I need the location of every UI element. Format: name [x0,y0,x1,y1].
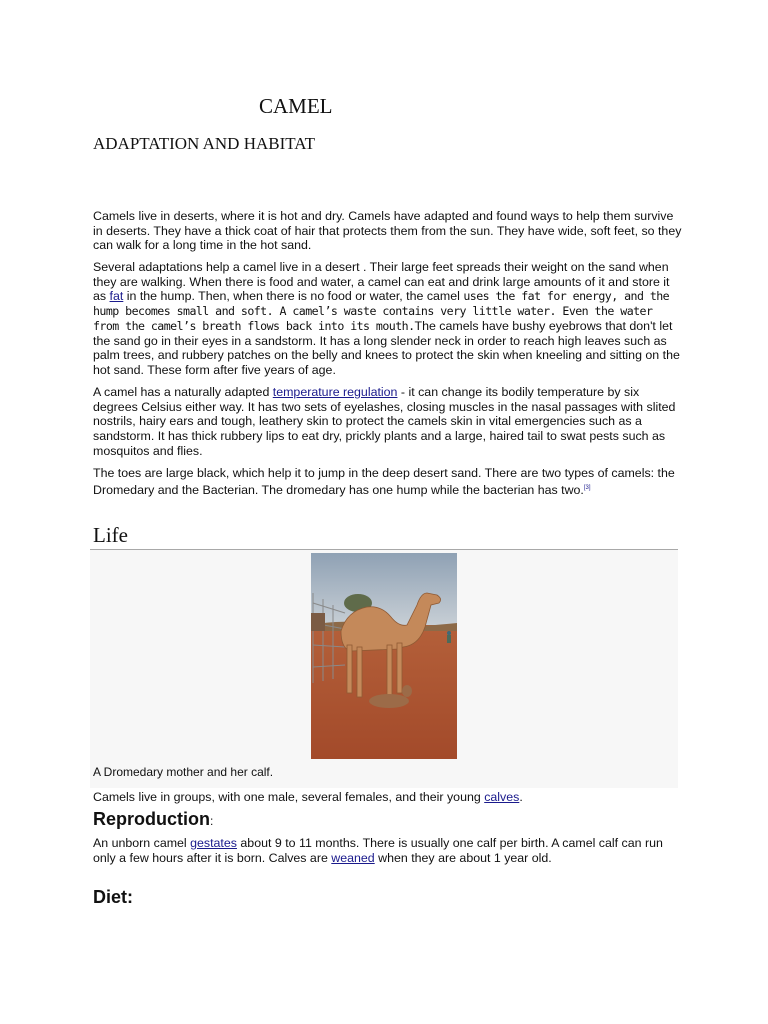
text: The camels have bushy eyebrows that don't let the sand go in their eyes in a sandstorm. It has a long slender neck in order to reach high leaves such as palm trees, and rubbery patches on the belly and knees to protect the skin when kneeling and sitting on the hot sand. These form after five years of age. [93,318,680,377]
text: in the hump. Then, when there is no food or water, the camel [123,289,464,304]
text: - it can change its bodily temperature by six degrees Celsius either way. It has two sets of eyelashes, closing muscles in the nasal passages with slited nostrils, hairy ears and tough, leathery skin to protect the camels skin in vital emergencies such as a sandstorm. It has thick rubbery lips to eat dry, prickly plants and a large, haired tail to swat pests such as mosquitos and flies. [93,385,676,458]
link-fat[interactable]: fat [109,289,124,304]
link-gestates[interactable]: gestates [190,836,237,850]
section-heading-life: Life [93,523,128,547]
link-temperature-regulation[interactable]: temperature regulation [272,385,398,399]
reference-link[interactable]: [3] [583,484,591,491]
link-calves[interactable]: calves [484,790,520,804]
text: Camels live in groups, with one male, several females, and their young [93,790,485,804]
text: about 9 to 11 months. There is usually one calf per birth. A camel calf can run only a few hours after it is born. Calves are [93,836,663,865]
heading-colon: : [210,814,214,828]
text: An unborn camel [93,836,191,850]
link-weaned[interactable]: weaned [331,850,375,865]
section-heading-reproduction [93,809,213,830]
section-heading-diet: Diet: [93,887,133,907]
text: The toes are large black, which help it to jump in the deep desert sand. There are two types of camels: the Dromedary and the Bacterian. The dromedary has one hump while the bacterian has two. [93,466,675,497]
paragraph-temperature [93,385,683,459]
text: . [519,790,523,804]
paragraph-adaptations [93,260,683,378]
text: A camel has a naturally adapted [93,385,273,399]
heading-text: Reproduction [93,809,210,829]
camel-photo [311,553,457,759]
figure-caption: A Dromedary mother and her calf. [93,765,274,779]
text: when they are about 1 year old. [374,850,552,865]
text-condensed: uses the fat for energy, and the hump becomes small and soft. A camel’s waste contains very little water. Even the water from the camel’s breath flows back into its mouth. [93,289,670,333]
subtitle: ADAPTATION AND HABITAT [93,134,316,153]
page-title: CAMEL [259,94,333,118]
paragraph-life [93,790,683,805]
paragraph-reproduction [93,836,683,865]
paragraph-habitat: Camels live in deserts, where it is hot and dry. Camels have adapted and found ways to help them survive in deserts. They have a thick coat of hair that protects them from the sun. They have wide, soft feet, so they can walk for a long time in the hot sand. [93,209,682,253]
paragraph-toes [93,466,683,498]
text: Several adaptations help a camel live in a desert . Their large feet spreads their weight on the sand when they are walking. When there is food and water, a camel can eat and drink large amounts of it and store it as [93,260,670,304]
